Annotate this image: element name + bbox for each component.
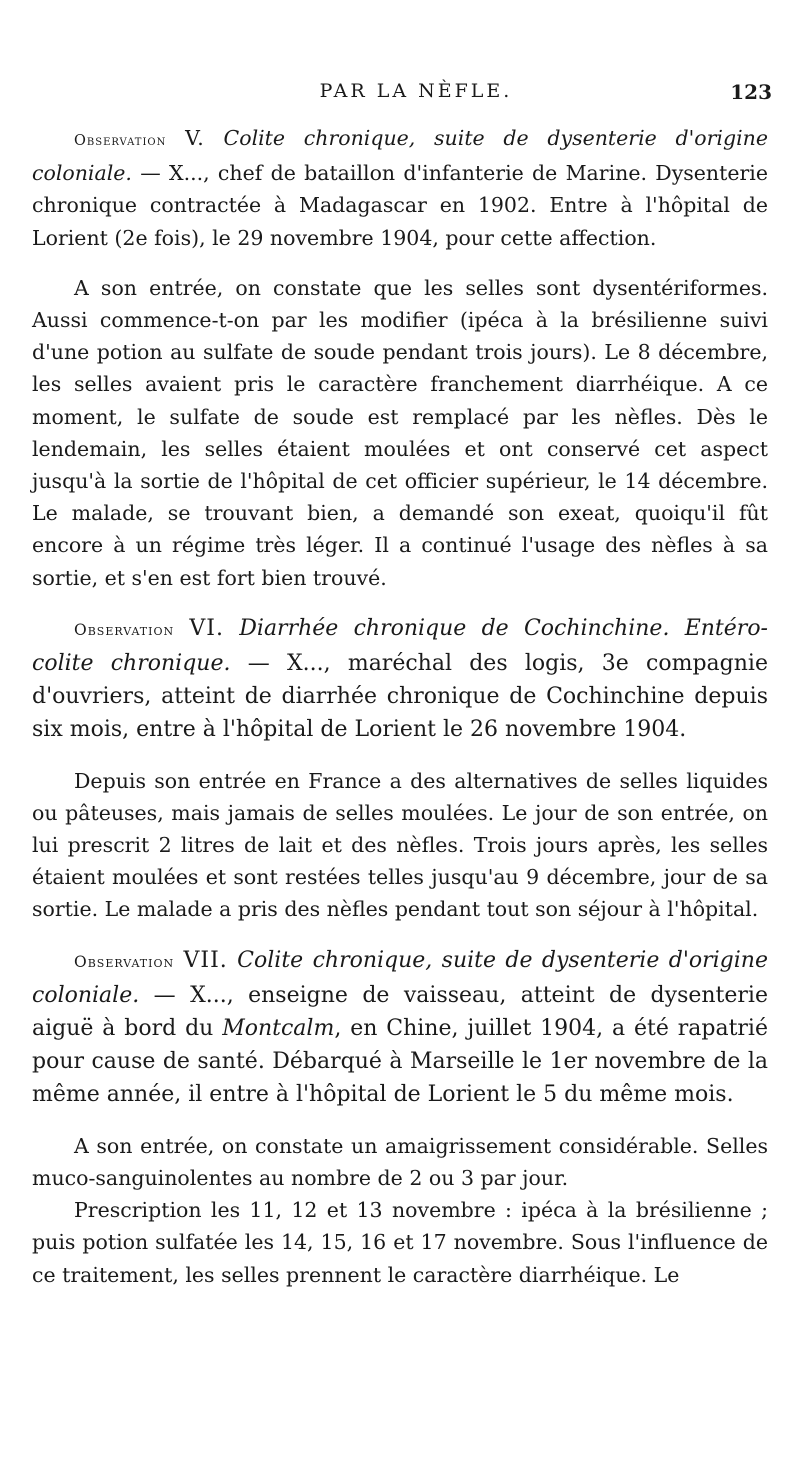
observation-number: VII. <box>183 947 228 973</box>
observation-v <box>32 122 768 594</box>
section-gap <box>32 926 768 944</box>
observation-label: Observation <box>74 620 175 639</box>
observation-vi-paragraph: Depuis son entrée en France a des alternatives de selles liquides ou pâteuses, mais jamais de selles moulées. Le jour de son entrée, on lui prescrit 2 litres de lait et des nèfles. Trois jours après, les selles étaient moulées et sont restées telles jusqu'au 9 décembre, jour de sa sortie. Le malade a pris des nèfles pendant tout son séjour à l'hôpital. <box>32 768 768 922</box>
observation-title: Diarrhée chronique de Cochinchine. Entéro-colite chronique. <box>32 615 768 677</box>
title-dash: — <box>131 161 169 186</box>
observation-number: V. <box>185 126 205 150</box>
observation-vi <box>32 612 768 926</box>
page-header <box>60 80 772 110</box>
observation-vii-paragraph: Prescription les 11, 12 et 13 novembre : ipéca à la brésilienne ; puis potion sulfatée les 14, 15, 16 et 17 novembre. Sous l'influence de ce traitement, les selles prennent le caractère diarrhéique. Le <box>32 1198 768 1287</box>
case-summary-start: X..., enseigne de vaisseau, atteint de dysenterie aiguë à bord du <box>32 982 768 1042</box>
title-dash: — <box>139 982 191 1008</box>
title-dash: — <box>230 651 287 677</box>
observation-label: Observation <box>74 133 167 149</box>
case-summary: X..., chef de bataillon d'infanterie de Marine. Dysenterie chronique contractée à Madagascar en 1902. Entre à l'hôpital de Lorient (2e fois), le 29 novembre 1904, pour cette affection. <box>32 161 768 250</box>
page-body <box>32 122 768 1291</box>
section-gap <box>32 594 768 612</box>
observation-vii-heading <box>32 944 768 1112</box>
running-title: PAR LA NÈFLE. <box>319 80 513 102</box>
case-summary: X..., maréchal des logis, 3e compagnie d'ouvriers, atteint de diarrhée chronique de Cochinchine depuis six mois, entre à l'hôpital de Lorient le 26 novembre 1904. <box>32 651 768 743</box>
observation-vi-heading <box>32 612 768 747</box>
observation-vii-paragraph: A son entrée, on constate un amaigrissement considérable. Selles muco-sanguinolentes au nombre de 2 ou 3 par jour. <box>32 1133 768 1190</box>
ship-name: Montcalm <box>222 1016 335 1042</box>
observation-number: VI. <box>189 615 224 641</box>
observation-v-paragraph: A son entrée, on constate que les selles sont dysentériformes. Aussi commence-t-on par les modifier (ipéca à la brésilienne suivi d'une potion au sulfate de soude pendant trois jours). Le 8 décembre, les selles avaient pris le caractère franchement diarrhéique. A ce moment, le sulfate de soude est remplacé par les nèfles. Dès le lendemain, les selles étaient moulées et ont conservé cet aspect jusqu'à la sortie de l'hôpital de cet officier supérieur, le 14 décembre. Le malade, se trouvant bien, a demandé son exeat, quoiqu'il fût encore à un régime très léger. Il a continué l'usage des nèfles à sa sortie, et s'en est fort bien trouvé. <box>32 275 768 590</box>
observation-title: Colite chronique, suite de dysenterie d'origine coloniale. <box>32 947 768 1008</box>
observation-label: Observation <box>74 952 175 971</box>
case-summary-end: , en Chine, juillet 1904, a été rapatrié pour cause de santé. Débarqué à Marseille le 1er novembre de la même année, il entre à l'hôpital de Lorient le 5 du même mois. <box>32 1016 768 1108</box>
observation-title: Colite chronique, suite de dysenterie d'origine coloniale. <box>32 126 768 186</box>
page-number: 123 <box>730 80 772 104</box>
observation-vii <box>32 944 768 1291</box>
observation-v-heading <box>32 122 768 254</box>
